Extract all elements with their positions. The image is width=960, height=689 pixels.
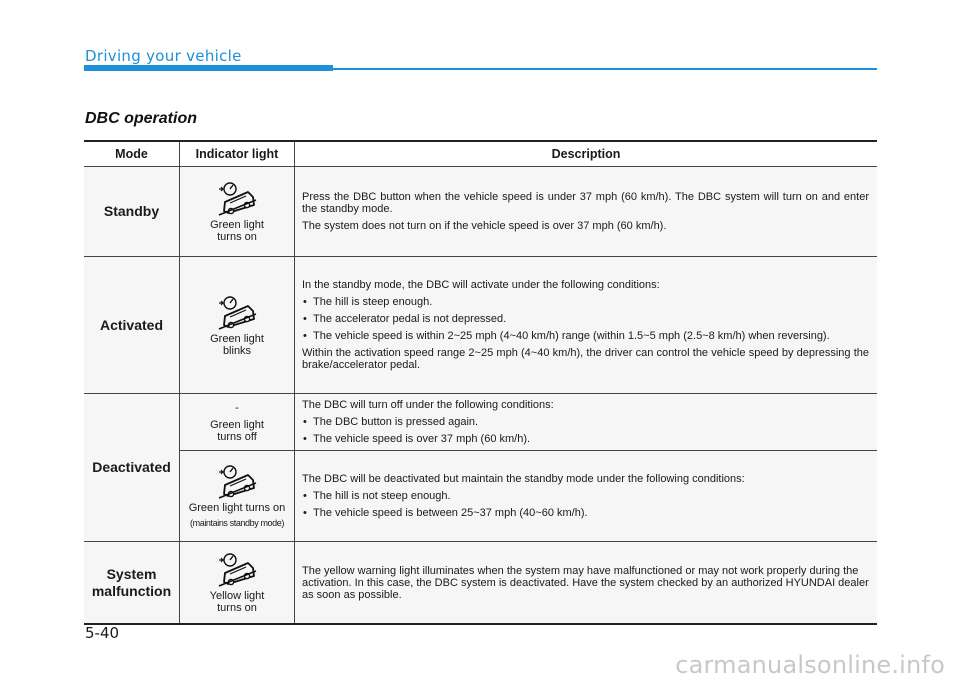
header-title: Driving your vehicle [85, 47, 242, 65]
mode-standby: Standby [84, 167, 180, 256]
description-text: Press the DBC button when the vehicle speed is under 37 mph (60 km/h). The DBC system will turn on and enter the standby mode. [302, 191, 869, 215]
table-row [84, 257, 877, 394]
mode-label: System [106, 565, 157, 582]
description-cell [295, 394, 877, 450]
condition-list [302, 490, 869, 519]
condition-list [302, 416, 869, 445]
indicator-cell [180, 394, 295, 450]
list-item: • The hill is steep enough. [302, 296, 869, 308]
dbc-indicator-icon [216, 180, 258, 216]
header-mode: Mode [84, 142, 180, 166]
list-item: • The hill is not steep enough. [302, 490, 869, 502]
indicator-label: Yellow light [209, 590, 265, 602]
description-cell [295, 167, 877, 256]
indicator-label: Green light [210, 418, 264, 431]
description-text: The yellow warning light illuminates when the system may have malfunctioned or may not work properly during the activation. In this case, the DBC system is deactivated. Have the system checked by an authorized HYUNDAI dealer as soon as possible. [302, 564, 869, 601]
mode-deactivated: Deactivated [84, 394, 180, 541]
description-text: In the standby mode, the DBC will activate under the following conditions: [302, 279, 660, 291]
indicator-note: (maintains standby mode) [190, 518, 284, 528]
mode-activated: Activated [84, 257, 180, 393]
indicator-cell [180, 542, 295, 623]
dbc-operation-table [84, 140, 877, 625]
description-text: The system does not turn on if the vehicle speed is over 37 mph (60 km/h). [302, 220, 667, 232]
description-cell [295, 257, 877, 393]
description-text: The DBC will be deactivated but maintain the standby mode under the following conditions: [302, 473, 745, 485]
page-number: 5-40 [85, 624, 120, 642]
indicator-label: Green light [210, 332, 264, 345]
indicator-cell [180, 257, 295, 393]
mode-system-malfunction [84, 542, 180, 623]
indicator-cell [180, 167, 295, 256]
header-indicator: Indicator light [180, 142, 295, 166]
table-row [84, 394, 877, 542]
mode-label: malfunction [91, 582, 172, 599]
condition-list [302, 296, 869, 342]
section-title: DBC operation [85, 110, 197, 127]
list-item: • The accelerator pedal is not depressed. [302, 313, 869, 325]
dbc-indicator-icon [216, 551, 258, 587]
indicator-cell [180, 451, 295, 541]
header-description: Description [551, 147, 621, 161]
indicator-label: blinks [222, 344, 252, 357]
dbc-indicator-icon [216, 463, 258, 499]
indicator-label: Green light [210, 219, 264, 231]
header-bar [84, 65, 333, 71]
description-cell [295, 542, 877, 623]
list-item: • The DBC button is pressed again. [302, 416, 869, 428]
indicator-label: turns off [217, 430, 257, 443]
description-text: Within the activation speed range 2~25 mph (4~40 km/h), the driver can control the vehicle speed by depressing the brake/accelerator pedal. [302, 347, 869, 371]
indicator-label: turns on [217, 602, 257, 614]
table-header [84, 142, 877, 167]
description-text: The DBC will turn off under the following conditions: [302, 399, 554, 411]
indicator-label: Green light turns on [188, 502, 286, 514]
table-row [84, 167, 877, 257]
description-cell [295, 451, 877, 541]
indicator-none: - [235, 401, 239, 414]
list-item: • The vehicle speed is within 2~25 mph (4~40 km/h) range (within 1.5~5 mph (2.5~8 km/h) when reversing). [302, 330, 869, 342]
list-item: • The vehicle speed is between 25~37 mph (40~60 km/h). [302, 507, 869, 519]
indicator-label: turns on [217, 231, 257, 243]
list-item: • The vehicle speed is over 37 mph (60 km/h). [302, 433, 869, 445]
watermark: carmanualsonline.info [675, 651, 945, 679]
table-row [84, 542, 877, 623]
header-rule [333, 68, 877, 70]
dbc-indicator-icon [216, 294, 258, 330]
